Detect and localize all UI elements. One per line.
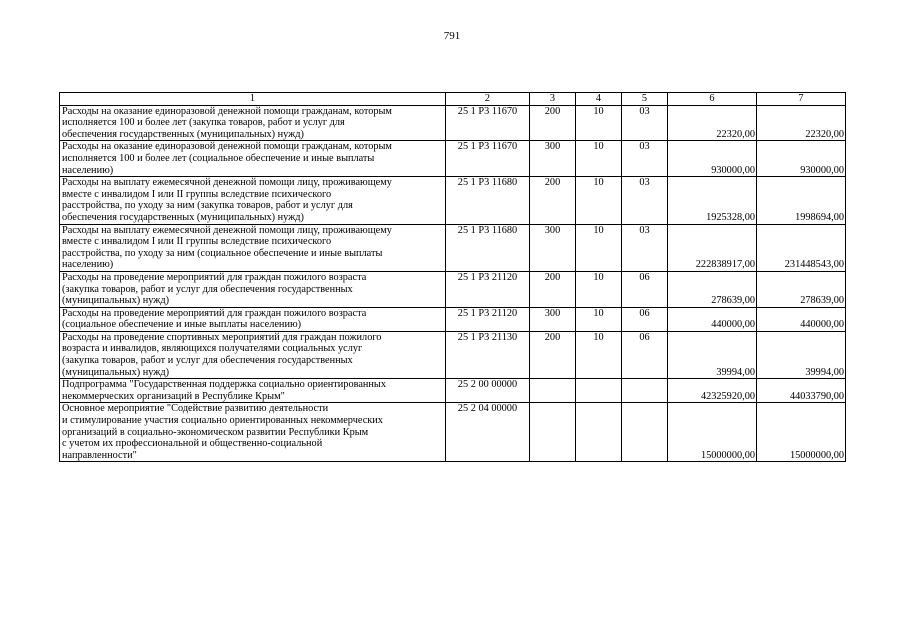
row-amount-year2: 44033790,00 [757,379,846,403]
column-header: 7 [757,93,846,106]
row-expense-type: 200 [530,331,576,378]
row-amount-year2: 15000000,00 [757,403,846,462]
row-name: Расходы на выплату ежемесячной денежной помощи лицу, проживающему вместе с инвалидом I или II группы вследствие психического расстройства, по уходу за ним (закупка товаров, работ и услуг для обеспечения государственных (муниципальных) нужд) [60,177,446,224]
row-section: 10 [576,271,622,307]
row-amount-year1: 222838917,00 [668,224,757,271]
row-subsection [622,403,668,462]
row-expense-type [530,403,576,462]
row-subsection: 06 [622,271,668,307]
row-target-code: 25 1 Р3 21130 [446,331,530,378]
row-expense-type [530,379,576,403]
row-expense-type: 200 [530,177,576,224]
table-row [60,403,846,462]
row-amount-year1: 15000000,00 [668,403,757,462]
row-subsection: 06 [622,331,668,378]
table-row [60,105,846,141]
row-section [576,379,622,403]
row-name: Подпрограмма "Государственная поддержка социально ориентированных некоммерческих организаций в Республике Крым" [60,379,446,403]
row-expense-type: 300 [530,224,576,271]
row-target-code: 25 1 Р3 21120 [446,307,530,331]
row-name: Расходы на проведение спортивных мероприятий для граждан пожилого возраста и инвалидов, являющихся получателями социальных услуг (закупка товаров, работ и услуг для обеспечения государственных (муниципальных) нужд) [60,331,446,378]
table-row [60,331,846,378]
row-amount-year1: 930000,00 [668,141,757,177]
row-amount-year1: 440000,00 [668,307,757,331]
row-amount-year1: 22320,00 [668,105,757,141]
table-row [60,141,846,177]
row-amount-year2: 39994,00 [757,331,846,378]
table-header-row [60,93,846,106]
row-amount-year2: 231448543,00 [757,224,846,271]
row-name: Основное мероприятие "Содействие развитию деятельности и стимулирование участия социально ориентированных некоммерческих организаций в социально-экономическом развитии Республики Крым с учетом их профессиональной и общественно-социальной направленности" [60,403,446,462]
row-amount-year1: 42325920,00 [668,379,757,403]
row-target-code: 25 1 Р3 11670 [446,105,530,141]
row-subsection [622,379,668,403]
row-expense-type: 300 [530,141,576,177]
row-expense-type: 200 [530,271,576,307]
row-section: 10 [576,141,622,177]
column-header: 4 [576,93,622,106]
row-subsection: 06 [622,307,668,331]
row-subsection: 03 [622,224,668,271]
table-row [60,379,846,403]
row-section [576,403,622,462]
table-row [60,177,846,224]
row-target-code: 25 2 00 00000 [446,379,530,403]
page-number: 791 [443,30,461,42]
row-amount-year2: 930000,00 [757,141,846,177]
row-amount-year2: 440000,00 [757,307,846,331]
row-amount-year2: 1998694,00 [757,177,846,224]
row-section: 10 [576,177,622,224]
row-target-code: 25 1 Р3 11670 [446,141,530,177]
row-section: 10 [576,331,622,378]
column-header: 2 [446,93,530,106]
row-amount-year2: 22320,00 [757,105,846,141]
table-row [60,224,846,271]
row-subsection: 03 [622,105,668,141]
row-target-code: 25 1 Р3 21120 [446,271,530,307]
row-target-code: 25 2 04 00000 [446,403,530,462]
row-target-code: 25 1 Р3 11680 [446,177,530,224]
row-subsection: 03 [622,177,668,224]
column-header: 1 [60,93,446,106]
row-amount-year1: 1925328,00 [668,177,757,224]
row-expense-type: 300 [530,307,576,331]
column-header: 5 [622,93,668,106]
column-header: 6 [668,93,757,106]
column-header: 3 [530,93,576,106]
budget-table [59,92,846,462]
row-name: Расходы на оказание единоразовой денежной помощи гражданам, которым исполняется 100 и более лет (социальное обеспечение и иные выплаты населению) [60,141,446,177]
table-row [60,271,846,307]
row-section: 10 [576,105,622,141]
row-name: Расходы на проведение мероприятий для граждан пожилого возраста (закупка товаров, работ и услуг для обеспечения государственных (муниципальных) нужд) [60,271,446,307]
row-expense-type: 200 [530,105,576,141]
row-amount-year1: 278639,00 [668,271,757,307]
table-row [60,307,846,331]
row-name: Расходы на проведение мероприятий для граждан пожилого возраста (социальное обеспечение и иные выплаты населению) [60,307,446,331]
row-section: 10 [576,224,622,271]
row-subsection: 03 [622,141,668,177]
row-amount-year1: 39994,00 [668,331,757,378]
row-target-code: 25 1 Р3 11680 [446,224,530,271]
row-name: Расходы на оказание единоразовой денежной помощи гражданам, которым исполняется 100 и более лет (закупка товаров, работ и услуг для обеспечения государственных (муниципальных) нужд) [60,105,446,141]
row-amount-year2: 278639,00 [757,271,846,307]
row-section: 10 [576,307,622,331]
row-name: Расходы на выплату ежемесячной денежной помощи лицу, проживающему вместе с инвалидом I или II группы вследствие психического расстройства, по уходу за ним (социальное обеспечение и иные выплаты населению) [60,224,446,271]
